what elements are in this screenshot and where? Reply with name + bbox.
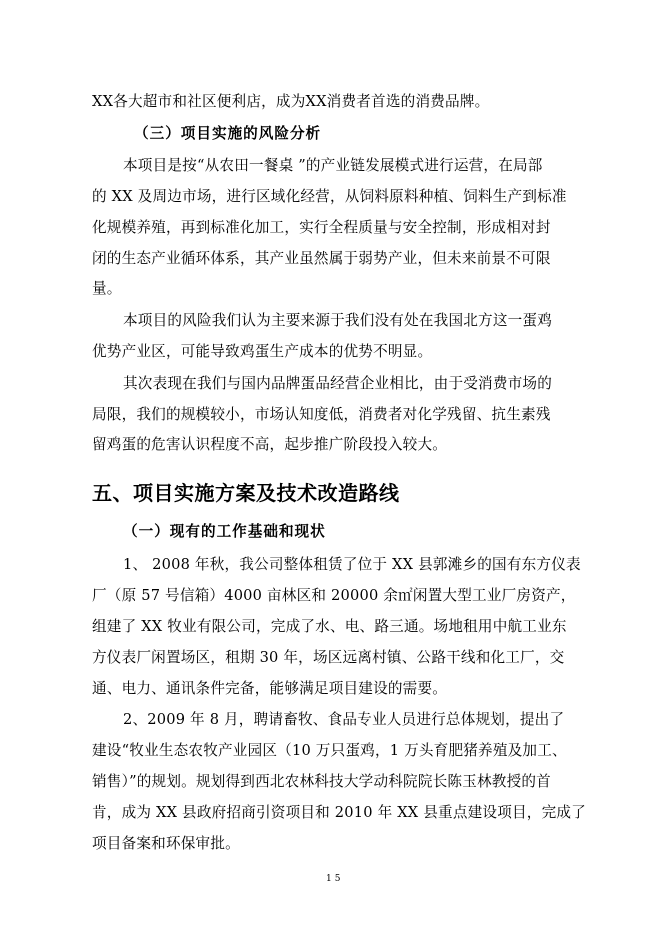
text-line: 其次表现在我们与国内品牌蛋品经营企业相比，由于受消费市场的 [123, 375, 553, 392]
text-line: 化规模养殖，再到标准化加工，实行全程质量与安全控制，形成相对封 [92, 219, 551, 236]
text-line: 闭的生态产业循环体系，其产业虽然属于弱势产业，但未来前景不可限 [92, 250, 551, 267]
page-number: 15 [326, 874, 344, 884]
text-line: 本项目的风险我们认为主要来源于我们没有处在我国北方这一蛋鸡 [123, 312, 553, 329]
section-heading-risk-analysis: （三）项目实施的风险分析 [134, 125, 322, 142]
text-line: 2、2009 年 8 月，聘请畜牧、食品专业人员进行总体规划，提出了 [123, 711, 565, 728]
text-line: 的 XX 及周边市场，进行区域化经营，从饲料原料种植、饲料生产到标准 [92, 188, 567, 205]
chapter-heading: 五、项目实施方案及技术改造路线 [92, 481, 400, 505]
text-line: 建设“牧业生态农牧产业园区（10 万只蛋鸡，1 万头育肥猪养殖及加工、 [92, 742, 567, 759]
text-line: 组建了 XX 牧业有限公司，完成了水、电、路三通。场地租用中航工业东 [92, 618, 567, 635]
text-line: 厂（原 57 号信箱）4000 亩林区和 20000 余㎡闲置大型工业厂房资产， [92, 587, 576, 604]
section-heading-work-basis: （一）现有的工作基础和现状 [123, 523, 326, 540]
text-line: 量。 [92, 280, 122, 297]
text-line: 留鸡蛋的危害认识程度不高，起步推广阶段投入较大。 [92, 436, 448, 453]
continuation-line: XX各大超市和社区便利店，成为XX消费者首选的消费品牌。 [92, 93, 490, 110]
text-line: 优势产业区，可能导致鸡蛋生产成本的优势不明显。 [92, 343, 433, 360]
text-line: 本项目是按“从农田一餐桌 ”的产业链发展模式进行运营，在局部 [123, 157, 543, 174]
text-line: 局限，我们的规模较小，市场认知度低，消费者对化学残留、抗生素残 [92, 406, 551, 423]
text-line: 1、 2008 年秋，我公司整体租赁了位于 XX 县郭滩乡的国有东方仪表 [123, 556, 581, 573]
text-line: 通、电力、通讯条件完备，能够满足项目建设的需要。 [92, 680, 448, 697]
text-line: 肯，成为 XX 县政府招商引资项目和 2010 年 XX 县重点建设项目，完成了 [92, 804, 586, 821]
text-line: 项目备案和环保审批。 [92, 835, 240, 852]
text-line: 方仪表厂闲置场区，租期 30 年，场区远离村镇、公路干线和化工厂，交 [92, 649, 565, 666]
text-line: 销售）”的规划。规划得到西北农林科技大学动科院院长陈玉林教授的首 [92, 773, 551, 790]
